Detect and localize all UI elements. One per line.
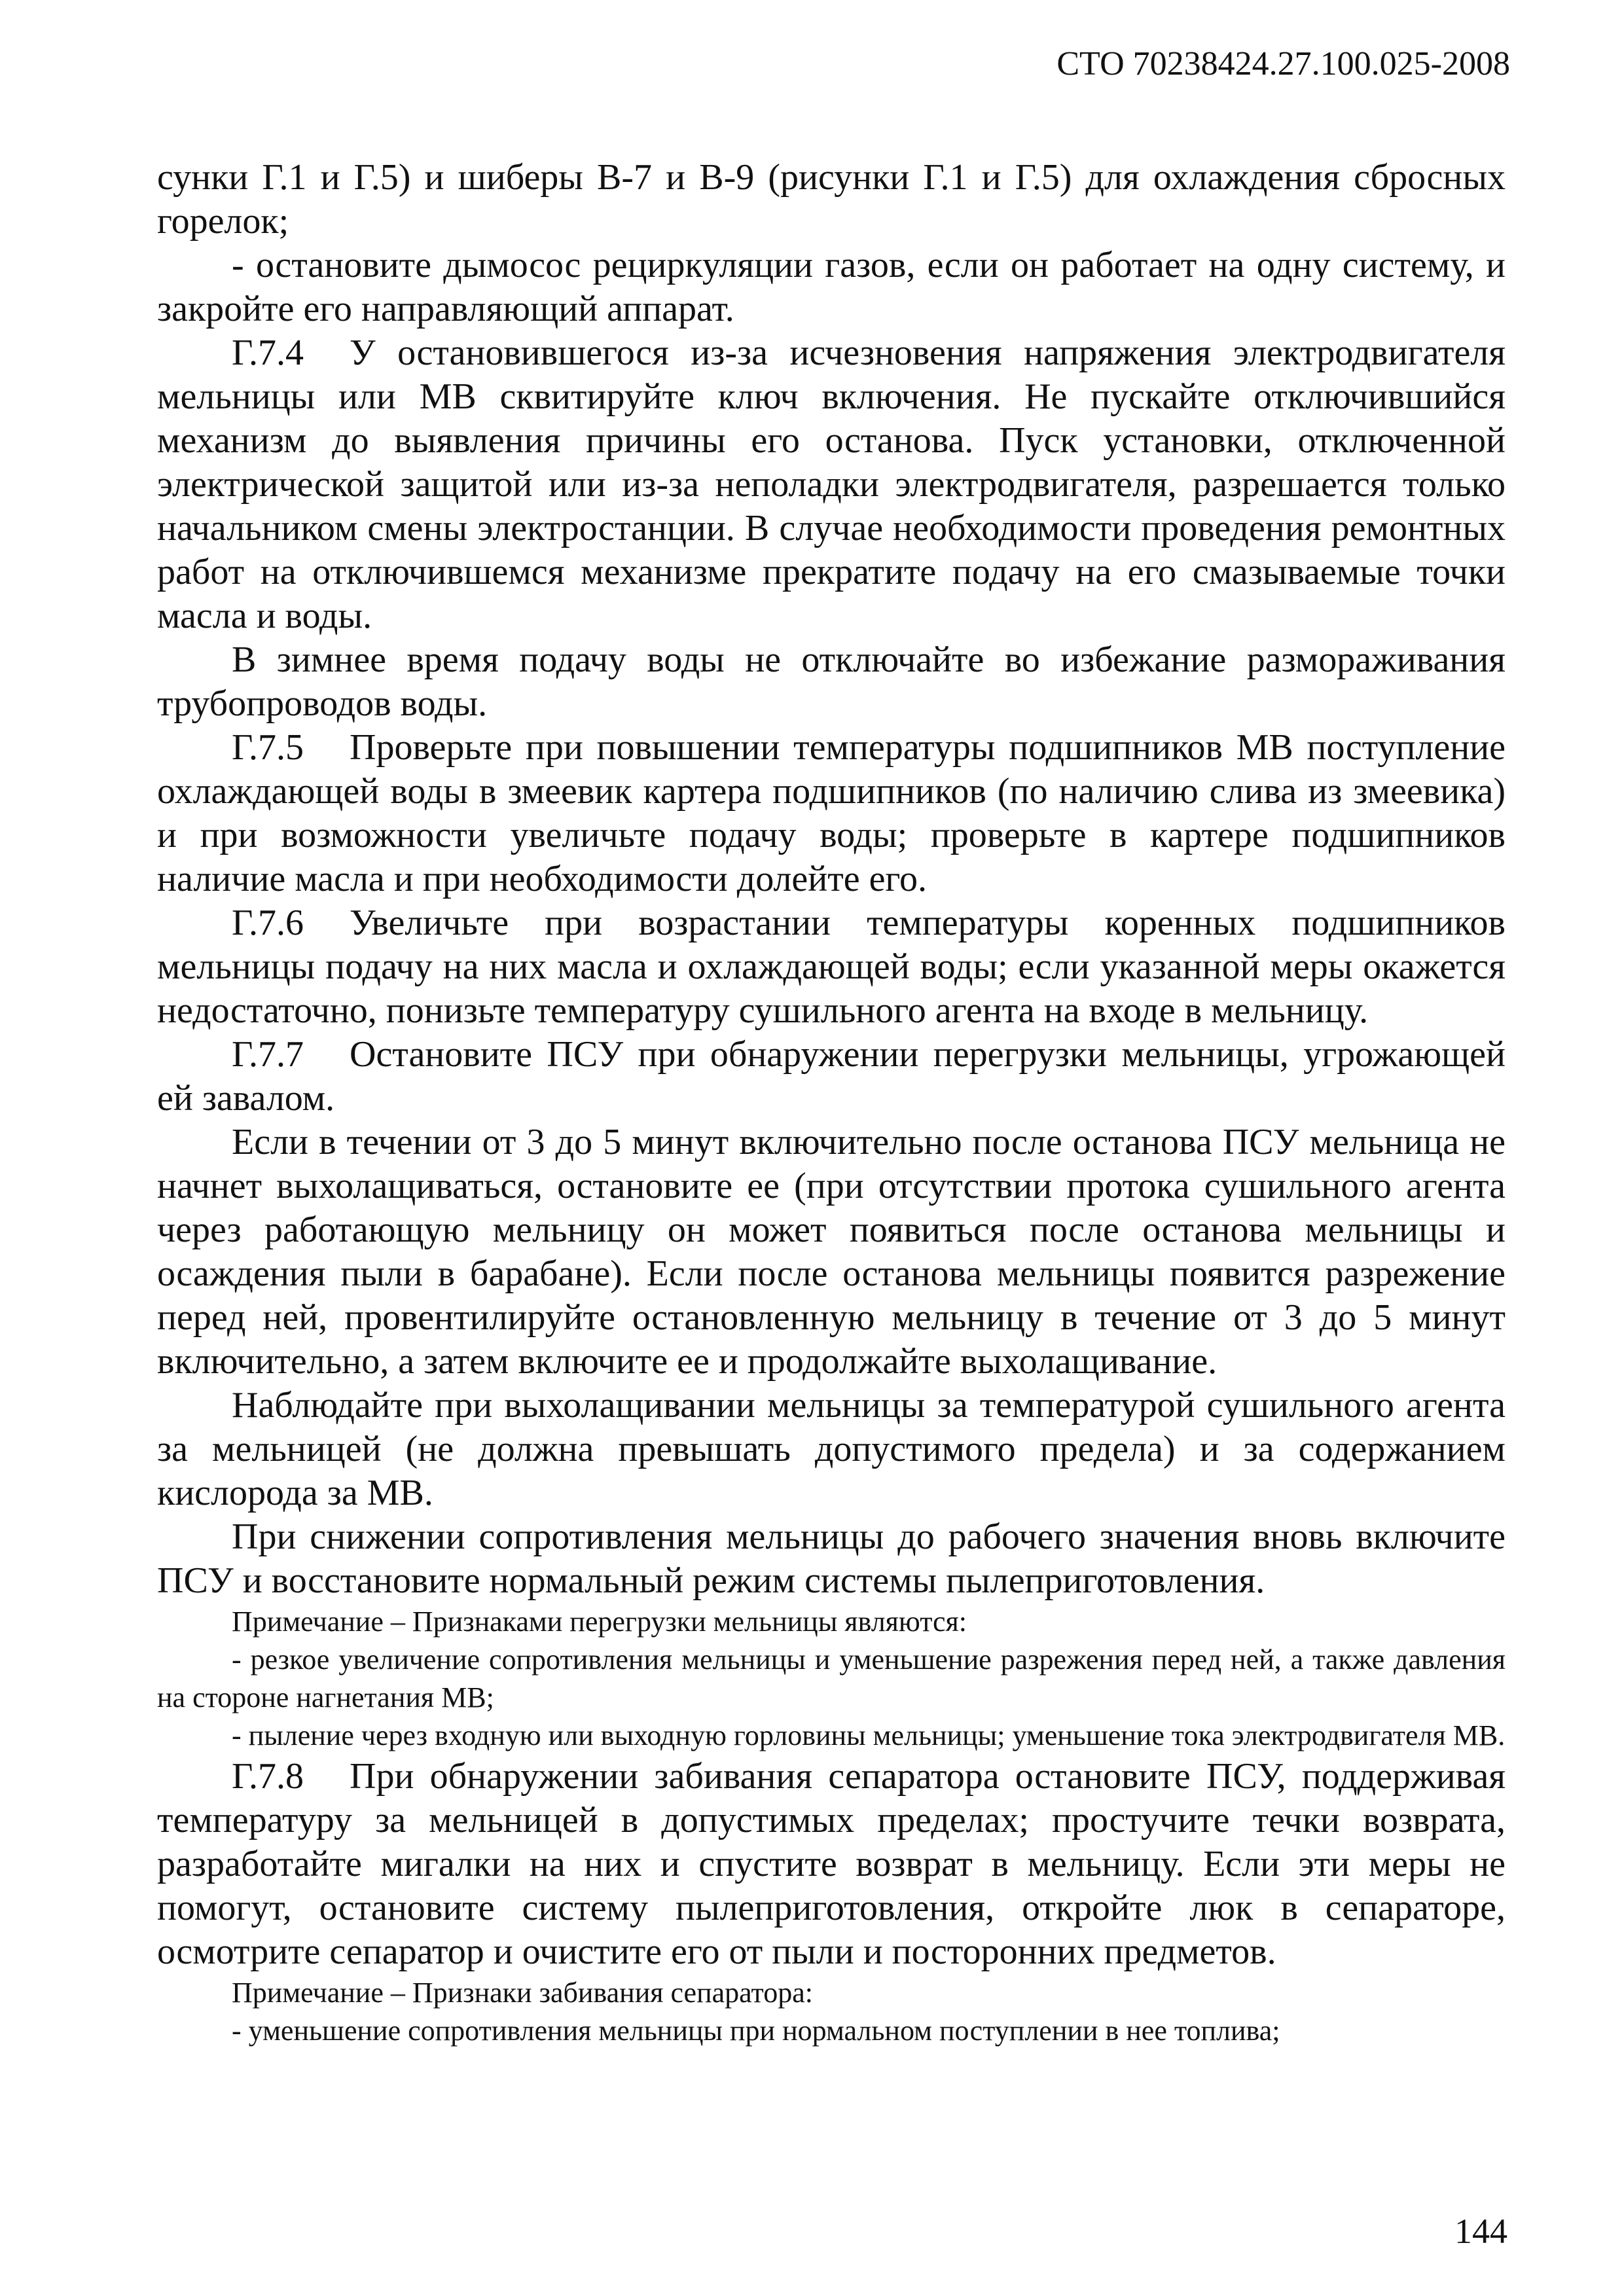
clause-number: Г.7.6 (232, 903, 304, 943)
clause-text: Увеличьте при возрастании температуры коренных подшипников мельницы подачу на них масла и охлаждающей воды; если указанной меры окажется недостаточно, понизьте температуру сушильного агента на входе в мельницу. (157, 903, 1506, 1031)
list-item-dash: - остановите дымосос рециркуляции газов, если он работает на одну систему, и закройте его направляющий аппарат. (157, 245, 1506, 329)
clause-text: Остановите ПСУ при обнаружении перегрузки мельницы, угрожающей ей завалом. (157, 1034, 1506, 1119)
clause-g-7-6 (157, 901, 1506, 1033)
paragraph: При снижении сопротивления мельницы до рабочего значения вновь включите ПСУ и восстановите нормальный режим системы пылеприготовления. (157, 1516, 1506, 1601)
page-number: 144 (1454, 2212, 1507, 2251)
clause-number: Г.7.8 (232, 1756, 304, 1797)
clause-g-7-7 (157, 1033, 1506, 1121)
paragraph: В зимнее время подачу воды не отключайте во избежание размораживания трубопроводов воды. (157, 639, 1506, 724)
note-item: - уменьшение сопротивления мельницы при нормальном поступлении в нее топлива; (232, 2015, 1280, 2047)
clause-text: При обнаружении забивания сепаратора остановите ПСУ, поддерживая температуру за мельницей в допустимых пределах; простучите течки возврата, разработайте мигалки на них и спустите возврат в мельницу. Если эти меры не помогут, остановите систему пылеприготовления, откройте люк в сепараторе, осмотрите сепаратор и очистите его от пыли и посторонних предметов. (157, 1756, 1506, 1972)
clause-number: Г.7.7 (232, 1034, 304, 1075)
document-code-header: СТО 70238424.27.100.025-2008 (1056, 45, 1510, 82)
document-body (157, 156, 1506, 2050)
clause-g-7-4 (157, 331, 1506, 638)
clause-text: У остановившегося из-за исчезновения напряжения электродвигателя мельницы или МВ сквитируйте ключ включения. Не пускайте отключившийся механизм до выявления причины его останова. Пуск установки, отключенной электрической защитой или из-за неполадки электродвигателя, разрешается только начальником смены электростанции. В случае необходимости проведения ремонтных работ на отключившемся механизме прекратите подачу на его смазываемые точки масла и воды. (157, 332, 1506, 636)
note-title: Примечание – Признаками перегрузки мельницы являются: (232, 1605, 967, 1638)
paragraph: Если в течении от 3 до 5 минут включительно после останова ПСУ мельница не начнет выхолащиваться, остановите ее (при отсутствии протока сушильного агента через работающую мельницу он может появиться после останова мельницы и осаждения пыли в барабане). Если после останова мельницы появится разрежение перед ней, провентилируйте остановленную мельницу в течение от 3 до 5 минут включительно, а затем включите ее и продолжайте выхолащивание. (157, 1122, 1506, 1382)
paragraph-continuation: сунки Г.1 и Г.5) и шиберы В-7 и В-9 (рисунки Г.1 и Г.5) для охлаждения сбросных горелок; (157, 157, 1506, 242)
clause-g-7-8 (157, 1755, 1506, 1974)
clause-g-7-5 (157, 726, 1506, 901)
paragraph: Наблюдайте при выхолащивании мельницы за температурой сушильного агента за мельницей (не должна превышать допустимого предела) и за содержанием кислорода за МВ. (157, 1385, 1506, 1513)
clause-number: Г.7.4 (232, 332, 304, 373)
note-title: Примечание – Признаки забивания сепаратора: (232, 1977, 813, 2009)
clause-number: Г.7.5 (232, 727, 304, 768)
note-item: - пыление через входную или выходную горловины мельницы; уменьшение тока электродвигателя МВ. (232, 1719, 1506, 1751)
note-item: - резкое увеличение сопротивления мельницы и уменьшение разрежения перед ней, а также давления на стороне нагнетания МВ; (157, 1643, 1506, 1713)
clause-text: Проверьте при повышении температуры подшипников МВ поступление охлаждающей воды в змеевик картера подшипников (по наличию слива из змеевика) и при возможности увеличьте подачу воды; проверьте в картере подшипников наличие масла и при необходимости долейте его. (157, 727, 1506, 899)
